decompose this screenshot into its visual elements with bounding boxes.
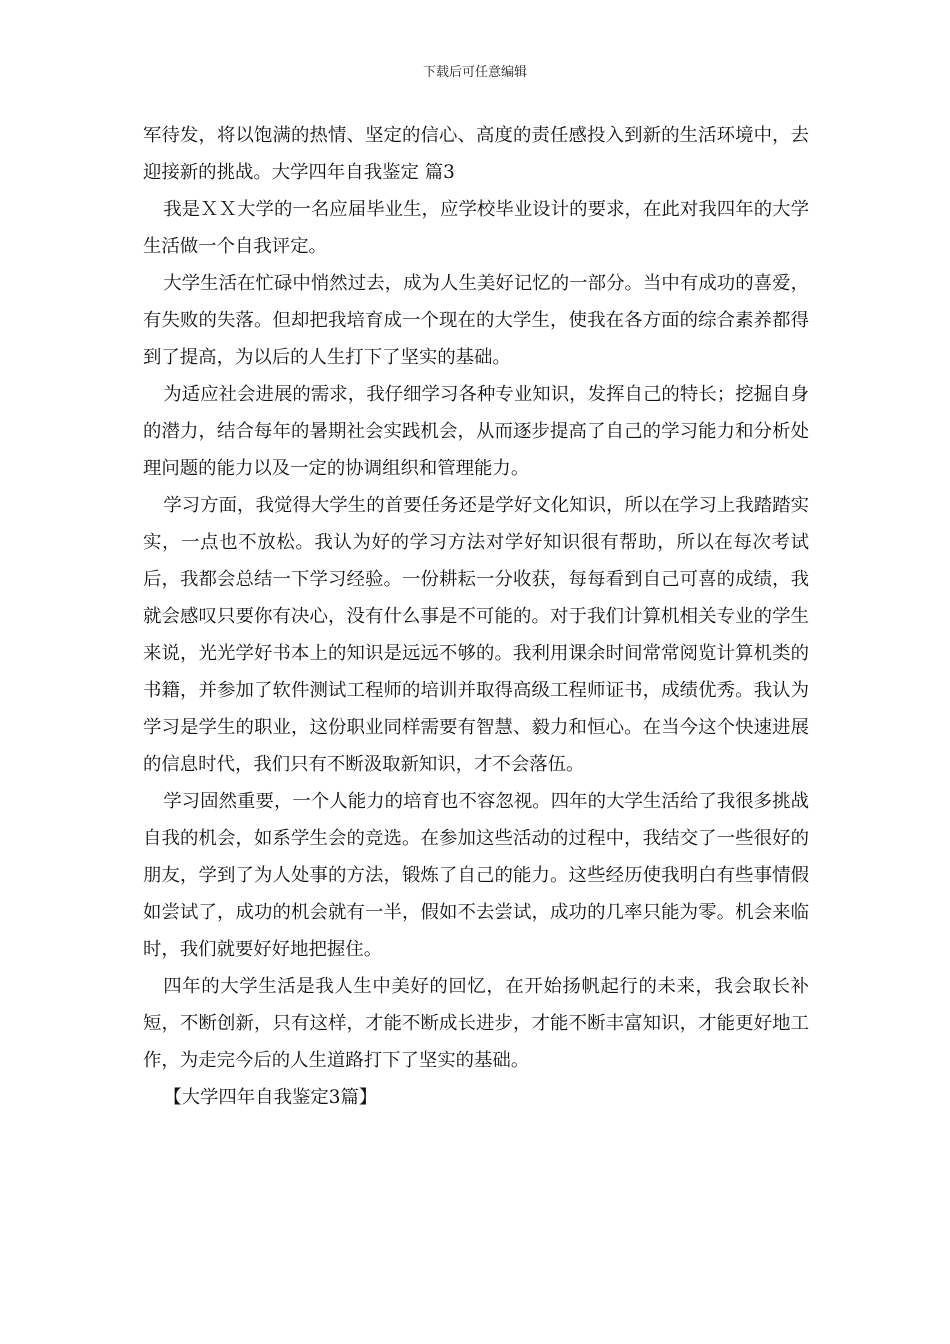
paragraph-continuation: 军待发，将以饱满的热情、坚定的信心、高度的责任感投入到新的生活环境中，去迎接新的挑战。大学四年自我鉴定 篇3: [143, 125, 809, 183]
paragraph-university-life: 大学生活在忙碌中悄然过去，成为人生美好记忆的一部分。当中有成功的喜爱，有失败的失落。但却把我培育成一个现在的大学生，使我在各方面的综合素养都得到了提高，为以后的人生打下了坚实的基础。: [143, 273, 809, 368]
paragraph-social-development: 为适应社会进展的需求，我仔细学习各种专业知识，发挥自己的特长；挖掘自身的潜力，结合每年的暑期社会实践机会，从而逐步提高了自己的学习能力和分析处理问题的能力以及一定的协调组织和管理能力。: [143, 384, 809, 479]
paragraph-study: 学习方面，我觉得大学生的首要任务还是学好文化知识，所以在学习上我踏踏实实，一点也不放松。我认为好的学习方法对学好知识很有帮助，所以在每次考试后，我都会总结一下学习经验。一份耕耘一分收获，每每看到自己可喜的成绩，我就会感叹只要你有决心，没有什么事是不可能的。对于我们计算机相关专业的学生来说，光光学好书本上的知识是远远不够的。我利用课余时间常常阅览计算机类的书籍，并参加了软件测试工程师的培训并取得高级工程师证书，成绩优秀。我认为学习是学生的职业，这份职业同样需要有智慧、毅力和恒心。在当今这个快速进展的信息时代，我们只有不断汲取新知识，才不会落伍。: [143, 495, 809, 775]
closing-title: 【大学四年自我鉴定3篇】: [163, 1087, 378, 1108]
paragraph-conclusion: 四年的大学生活是我人生中美好的回忆，在开始扬帆起行的未来，我会取长补短，不断创新，只有这样，才能不断成长进步，才能不断丰富知识，才能更好地工作，为走完今后的人生道路打下了坚实的基础。: [143, 976, 809, 1071]
paragraph-intro: 我是ＸＸ大学的一名应届毕业生，应学校毕业设计的要求，在此对我四年的大学生活做一个自我评定。: [143, 199, 809, 257]
paragraph-ability: 学习固然重要，一个人能力的培育也不容忽视。四年的大学生活给了我很多挑战自我的机会，如系学生会的竞选。在参加这些活动的过程中，我结交了一些很好的朋友，学到了为人处事的方法，锻炼了自己的能力。这些经历使我明白有些事情假如尝试了，成功的机会就有一半，假如不去尝试，成功的几率只能为零。机会来临时，我们就要好好地把握住。: [143, 791, 809, 960]
page-header: 下载后可任意编辑: [422, 65, 527, 80]
document-body: [143, 117, 809, 1116]
